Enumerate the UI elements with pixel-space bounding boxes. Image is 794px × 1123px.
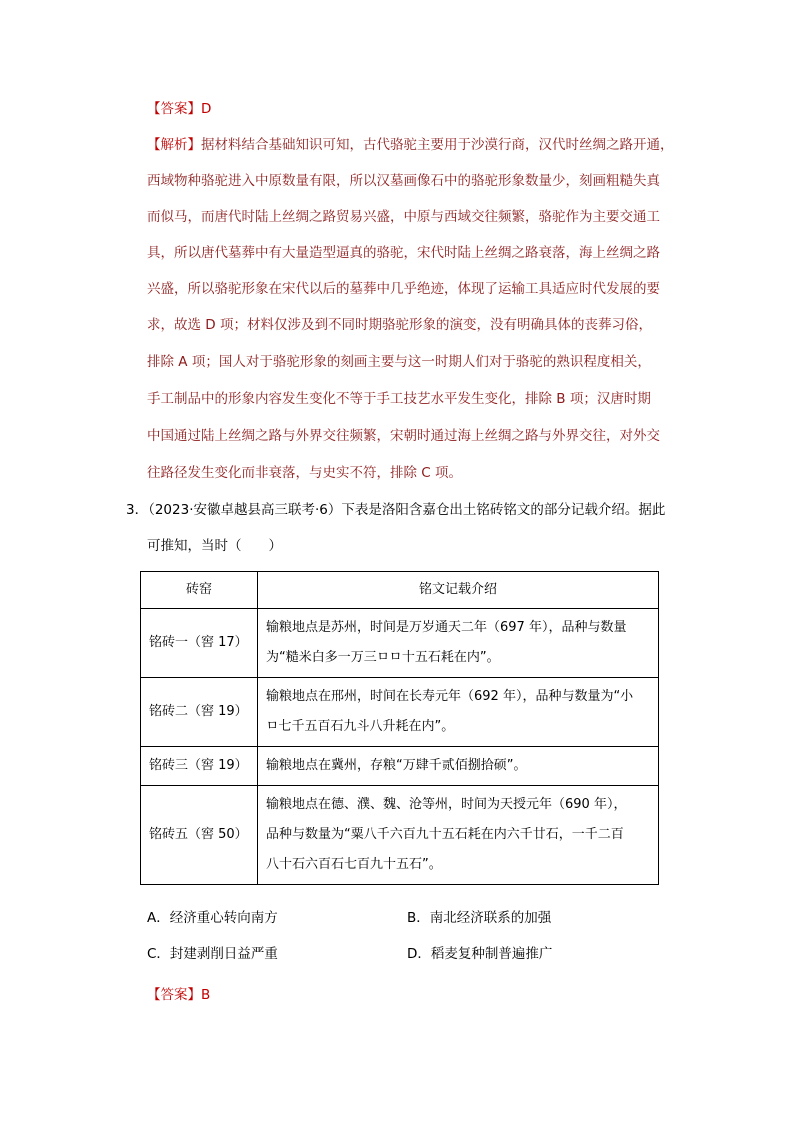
brick-cell: 铭砖三（窖 19） <box>141 747 258 786</box>
brick-cell: 铭砖五（窖 50） <box>141 786 258 885</box>
description-line: 为“糙米白多一万三ㅁㅁ十五石耗在内”。 <box>266 650 500 665</box>
description-line: 品种与数量为“粟八千六百九十五石耗在内六千廿石，一千二百 <box>266 827 624 842</box>
analysis-line-8: 手工制品中的形象内容发生变化不等于手工技艺水平发生变化，排除 B 项；汉唐时期 <box>147 391 651 407</box>
header-brick: 砖窑 <box>141 572 258 609</box>
description-cell <box>258 747 659 786</box>
description-cell <box>258 678 659 747</box>
option-a: A．经济重心转向南方 <box>147 910 278 926</box>
table-row <box>141 786 659 885</box>
analysis-line-3: 而似马，而唐代时陆上丝绸之路贸易兴盛，中原与西域交往频繁，骆驼作为主要交通工 <box>147 209 660 225</box>
analysis-line-7: 排除 A 项；国人对于骆驼形象的刻画主要与这一时期人们对于骆驼的熟识程度相关， <box>147 354 651 370</box>
table-row <box>141 678 659 747</box>
analysis-text: 据材料结合基础知识可知，古代骆驼主要用于沙漠行商，汉代时丝绸之路开通， <box>201 137 674 153</box>
answer-label: 【答案】 <box>147 101 201 117</box>
question-line-1 <box>126 501 665 519</box>
answer-label: 【答案】 <box>147 987 201 1003</box>
analysis-line-5: 兴盛，所以骆驼形象在宋代以后的墓葬中几乎绝迹，体现了运输工具适应时代发展的要 <box>147 281 660 297</box>
analysis-line-10: 往路径发生变化而非衰落，与史实不符，排除 C 项。 <box>147 465 463 481</box>
question-number: 3． <box>126 502 149 518</box>
table-row <box>141 747 659 786</box>
description-line: ㅁ七千五百石九斗八升耗在内”。 <box>266 719 455 734</box>
analysis-line-2: 西域物种骆驼进入中原数量有限，所以汉墓画像石中的骆驼形象数量少，刻画粗糙失真 <box>147 173 660 189</box>
description-cell <box>258 786 659 885</box>
question-stem: （2023·安徽卓越县高三联考·6）下表是洛阳含嘉仓出土铭砖铭文的部分记载介绍。据此 <box>148 502 666 518</box>
inscription-table <box>140 571 659 885</box>
analysis-line-1 <box>147 136 674 154</box>
description-cell <box>258 609 659 678</box>
option-c: C．封建剥削日益严重 <box>147 946 278 962</box>
brick-cell: 铭砖二（窖 19） <box>141 678 258 747</box>
table-header-row <box>141 572 659 609</box>
analysis-label: 【解析】 <box>147 137 201 153</box>
description-line: 八十石六百石七百九十五石”。 <box>266 857 442 872</box>
option-b: B．南北经济联系的加强 <box>407 910 552 926</box>
option-d: D．稻麦复种制普遍推广 <box>407 946 553 962</box>
analysis-line-4: 具，所以唐代墓葬中有大量造型逼真的骆驼，宋代时陆上丝绸之路衰落，海上丝绸之路 <box>147 245 660 261</box>
answer-value: B <box>201 987 211 1003</box>
question-line-2: 可推知，当时（ ） <box>147 538 282 554</box>
analysis-line-6: 求，故选 D 项；材料仅涉及到不同时期骆驼形象的演变，没有明确具体的丧葬习俗， <box>147 317 652 333</box>
description-line: 输粮地点在邢州，时间在长寿元年（692 年），品种与数量为“小 <box>266 689 634 704</box>
answer-line-1 <box>147 100 211 118</box>
brick-cell: 铭砖一（窖 17） <box>141 609 258 678</box>
answer-value: D <box>201 101 212 117</box>
answer-line-2 <box>147 983 210 1003</box>
description-line: 输粮地点在冀州，存粮“万肆千贰佰捌拾硕”。 <box>266 758 527 773</box>
header-description: 铭文记载介绍 <box>258 572 659 609</box>
description-line: 输粮地点在德、濮、魏、沧等州，时间为天授元年（690 年）， <box>266 797 627 812</box>
analysis-line-9: 中国通过陆上丝绸之路与外界交往频繁，宋朝时通过海上丝绸之路与外界交往，对外交 <box>147 428 660 444</box>
description-line: 输粮地点是苏州，时间是万岁通天二年（697 年），品种与数量 <box>266 620 627 635</box>
table-row <box>141 609 659 678</box>
